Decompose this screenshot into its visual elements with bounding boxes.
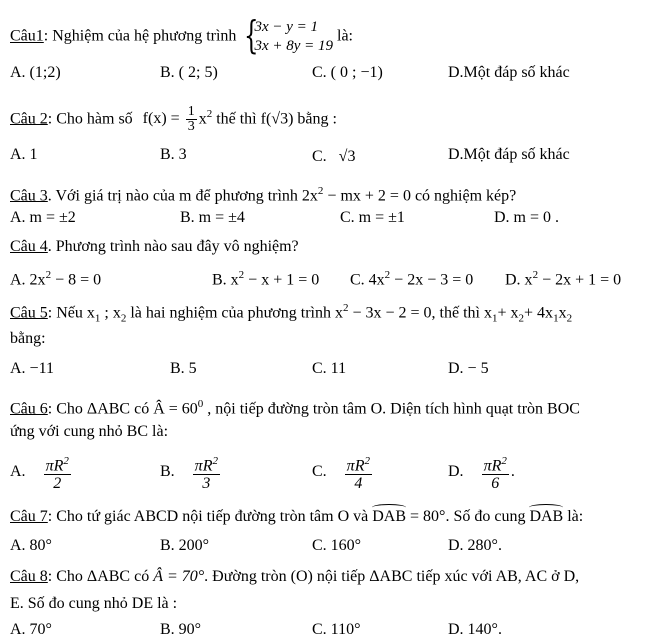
q1-system xyxy=(244,13,333,57)
q7-arc2: DAB xyxy=(529,508,564,525)
q3-text: . Với giá trị nào của m để phương trình 2x xyxy=(47,187,318,205)
q3-text2: − mx + 2 = 0 có nghiệm kép? xyxy=(323,187,517,205)
q6-label: Câu 6 xyxy=(10,400,48,418)
q4-text: . Phương trình nào sau đây vô nghiệm? xyxy=(47,238,299,255)
q8-angle: Â = 70° xyxy=(153,568,205,585)
q3-option-b[interactable]: B. m = ±4 xyxy=(180,209,245,226)
q1-text: : Nghiệm của hệ phương trình xyxy=(43,27,237,45)
q8-option-b[interactable]: B. 90° xyxy=(160,621,202,638)
q7-option-c[interactable]: C. 160° xyxy=(312,537,362,554)
q1-tail: là: xyxy=(337,27,353,45)
q6-line2: ứng với cung nhỏ BC là: xyxy=(10,423,169,440)
q1-label: Câu1 xyxy=(10,27,44,45)
q4-option-a[interactable]: A. $2x^2 - 8 = 0$ xyxy=(10,269,102,289)
q2-num: 1 xyxy=(187,104,195,120)
q6-option-d[interactable]: D. $\frac{\pi R^2}{6}$ . xyxy=(448,454,515,492)
q2-den: 3 xyxy=(187,119,195,135)
q2-mid: thế thì f( xyxy=(216,110,272,128)
q2-x: x xyxy=(198,110,207,128)
q2-option-c-value: √3 xyxy=(338,148,356,165)
q5-option-c[interactable]: C. 11 xyxy=(312,360,347,377)
q2-label: Câu 2 xyxy=(10,110,48,128)
q2-option-d[interactable]: D.Một đáp số khác xyxy=(448,146,570,163)
question-3: Câu 3. Với giá trị nào của m để phương trình $2x^2$ − mx + 2 = 0 có nghiệm kép? xyxy=(10,185,517,205)
q2-end: ) bằng : xyxy=(288,110,337,128)
q1-option-c[interactable]: C. ( 0 ; −1) xyxy=(312,64,383,81)
q7-arc: DAB xyxy=(372,508,407,525)
q3-option-d[interactable]: D. m = 0 . xyxy=(494,209,560,226)
q3-option-c[interactable]: C. m = ±1 xyxy=(340,209,405,226)
q7-label: Câu 7 xyxy=(10,508,48,525)
q2-option-c[interactable] xyxy=(312,147,355,167)
question-6: Câu 6: Cho ΔABC có Â = $60^0$ , nội tiếp đường tròn tâm O. Diện tích hình quạt tròn BOC xyxy=(10,398,580,418)
q1-eq1: 3x − y = 1 xyxy=(254,19,318,35)
q5-option-b[interactable]: B. 5 xyxy=(170,360,197,377)
q8-label: Câu 8 xyxy=(10,568,48,585)
question-7: Câu 7: Cho tứ giác ABCD nội tiếp đường tròn tâm O và DAB = 80°. Số đo cung DAB là: xyxy=(10,508,584,525)
q2-option-a[interactable]: A. 1 xyxy=(10,146,38,163)
q2-option-c-label: C. xyxy=(312,148,327,165)
question-8: Câu 8: Cho ΔABC có Â = 70°. Đường tròn (O) nội tiếp ΔABC tiếp xúc với AB, AC ở D, xyxy=(10,568,580,585)
q6-option-b[interactable]: B. $\frac{\pi R^2}{3}$ xyxy=(160,454,218,492)
q4-option-d[interactable]: D. $x^2 - 2x + 1 = 0$ xyxy=(505,269,622,289)
q8-option-d[interactable]: D. 140°. xyxy=(448,621,502,638)
q1-option-b[interactable]: B. ( 2; 5) xyxy=(160,64,218,81)
q2-fraction xyxy=(186,105,197,134)
q7-option-a[interactable]: A. 80° xyxy=(10,537,52,554)
question-4 xyxy=(10,237,299,257)
q8-line2: E. Số đo cung nhỏ DE là : xyxy=(10,595,178,612)
brace-icon: { xyxy=(244,13,259,57)
q4-option-b[interactable]: B. $x^2 - x + 1 = 0$ xyxy=(212,269,320,289)
q5-label: Câu 5 xyxy=(10,304,48,322)
q5-line2: bằng: xyxy=(10,330,46,347)
q1-option-a[interactable]: A. (1;2) xyxy=(10,64,61,81)
q3-label: Câu 3 xyxy=(10,187,48,205)
q6-angle: Â = 60 xyxy=(153,400,198,418)
q2-fx: f(x) = xyxy=(142,110,180,128)
q2-sqrt: √3 xyxy=(271,110,289,128)
q8-option-c[interactable]: C. 110° xyxy=(312,621,361,638)
q2-text: : Cho hàm số xyxy=(47,110,133,128)
q4-label: Câu 4 xyxy=(10,238,48,255)
question-1 xyxy=(10,13,353,57)
question-2: Câu 2: Cho hàm số f(x) = $\frac{1}{3}$ $x^2$ thế thì f(√3) bằng : xyxy=(10,104,337,135)
q3-option-a[interactable]: A. m = ±2 xyxy=(10,209,76,226)
q1-eq2: 3x + 8y = 19 xyxy=(254,38,333,54)
q7-option-b[interactable]: B. 200° xyxy=(160,537,210,554)
q4-option-c[interactable]: C. $4x^2 - 2x - 3 = 0$ xyxy=(350,269,474,289)
q7-option-d[interactable]: D. 280°. xyxy=(448,537,502,554)
question-5: Câu 5: Nếu $x_1$ ; $x_2$ là hai nghiệm của phương trình $x^2 - 3x - 2 = 0$, thế thì $x_1+ x_2+ 4x_1x_2$ xyxy=(10,302,573,325)
q6-option-a[interactable]: A. $\frac{\pi R^2}{2}$ xyxy=(10,454,69,492)
q8-option-a[interactable]: A. 70° xyxy=(10,621,52,638)
q1-option-d[interactable]: D.Một đáp số khác xyxy=(448,64,570,81)
q6-option-c[interactable]: C. $\frac{\pi R^2}{4}$ xyxy=(312,454,370,492)
q5-option-d[interactable]: D. − 5 xyxy=(448,360,489,377)
q2-option-b[interactable]: B. 3 xyxy=(160,146,187,163)
q5-option-a[interactable]: A. −11 xyxy=(10,360,54,377)
